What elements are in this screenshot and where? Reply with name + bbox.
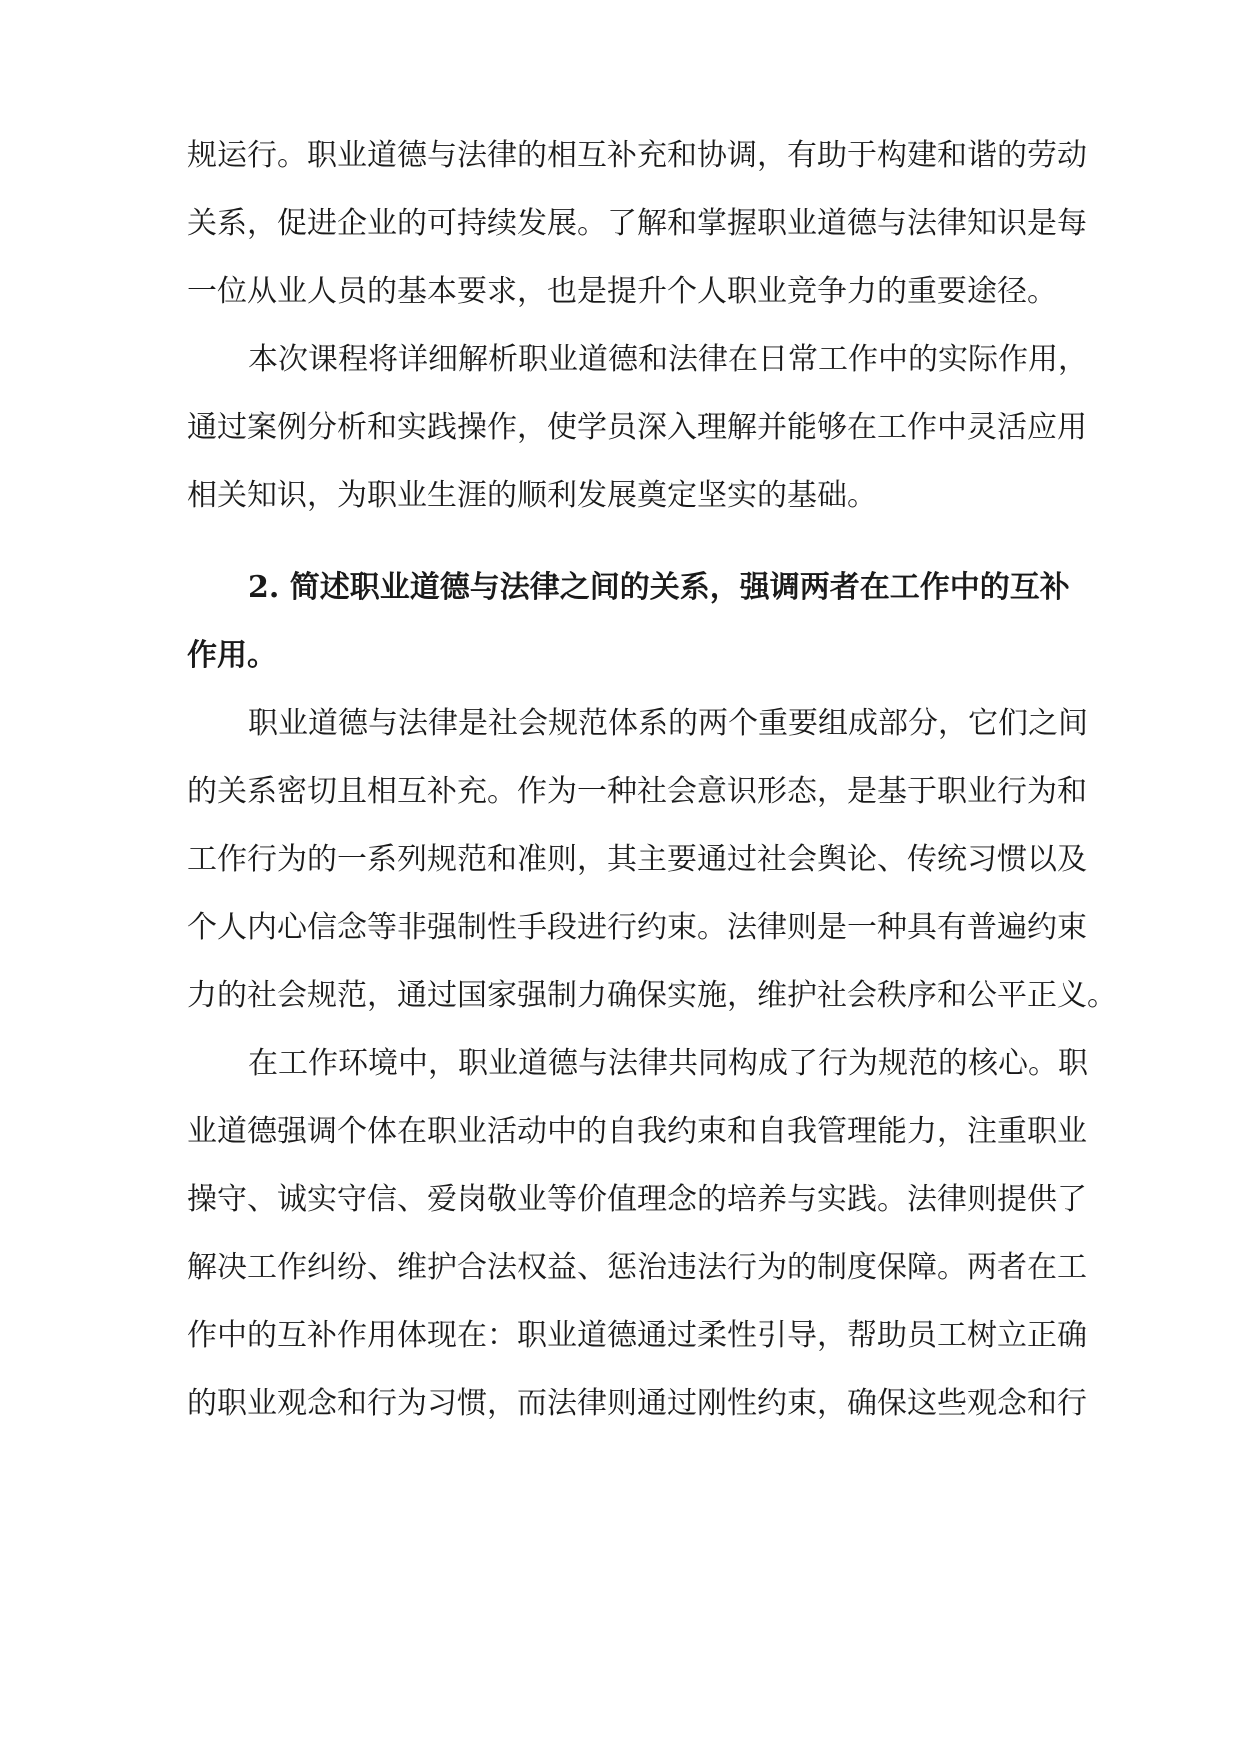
section-heading: 2. 简述职业道德与法律之间的关系，强调两者在工作中的互补 [248, 570, 1070, 605]
section-heading: 作用。 [187, 638, 277, 673]
paragraph-line: 解决工作纠纷、维护合法权益、惩治违法行为的制度保障。两者在工 [187, 1250, 1087, 1285]
paragraph-line: 作中的互补作用体现在：职业道德通过柔性引导，帮助员工树立正确 [187, 1318, 1087, 1353]
paragraph-line: 关系，促进企业的可持续发展。了解和掌握职业道德与法律知识是每 [187, 206, 1087, 241]
paragraph-line: 规运行。职业道德与法律的相互补充和协调，有助于构建和谐的劳动 [187, 138, 1087, 173]
paragraph-line: 相关知识，为职业生涯的顺利发展奠定坚实的基础。 [187, 478, 877, 513]
paragraph-line: 的职业观念和行为习惯，而法律则通过刚性约束，确保这些观念和行 [187, 1386, 1087, 1421]
paragraph-line: 职业道德与法律是社会规范体系的两个重要组成部分，它们之间 [248, 706, 1088, 741]
paragraph-line: 个人内心信念等非强制性手段进行约束。法律则是一种具有普遍约束 [187, 910, 1087, 945]
paragraph-line: 通过案例分析和实践操作，使学员深入理解并能够在工作中灵活应用 [187, 410, 1087, 445]
paragraph-line: 业道德强调个体在职业活动中的自我约束和自我管理能力，注重职业 [187, 1114, 1087, 1149]
paragraph-line: 一位从业人员的基本要求，也是提升个人职业竞争力的重要途径。 [187, 274, 1057, 309]
paragraph-line: 在工作环境中，职业道德与法律共同构成了行为规范的核心。职 [248, 1046, 1088, 1081]
paragraph-line: 工作行为的一系列规范和准则，其主要通过社会舆论、传统习惯以及 [187, 842, 1087, 877]
paragraph-line: 的关系密切且相互补充。作为一种社会意识形态，是基于职业行为和 [187, 774, 1087, 809]
paragraph-line: 本次课程将详细解析职业道德和法律在日常工作中的实际作用， [248, 342, 1088, 377]
paragraph-line: 操守、诚实守信、爱岗敬业等价值理念的培养与实践。法律则提供了 [187, 1182, 1087, 1217]
paragraph-line: 力的社会规范，通过国家强制力确保实施，维护社会秩序和公平正义。 [187, 978, 1117, 1013]
